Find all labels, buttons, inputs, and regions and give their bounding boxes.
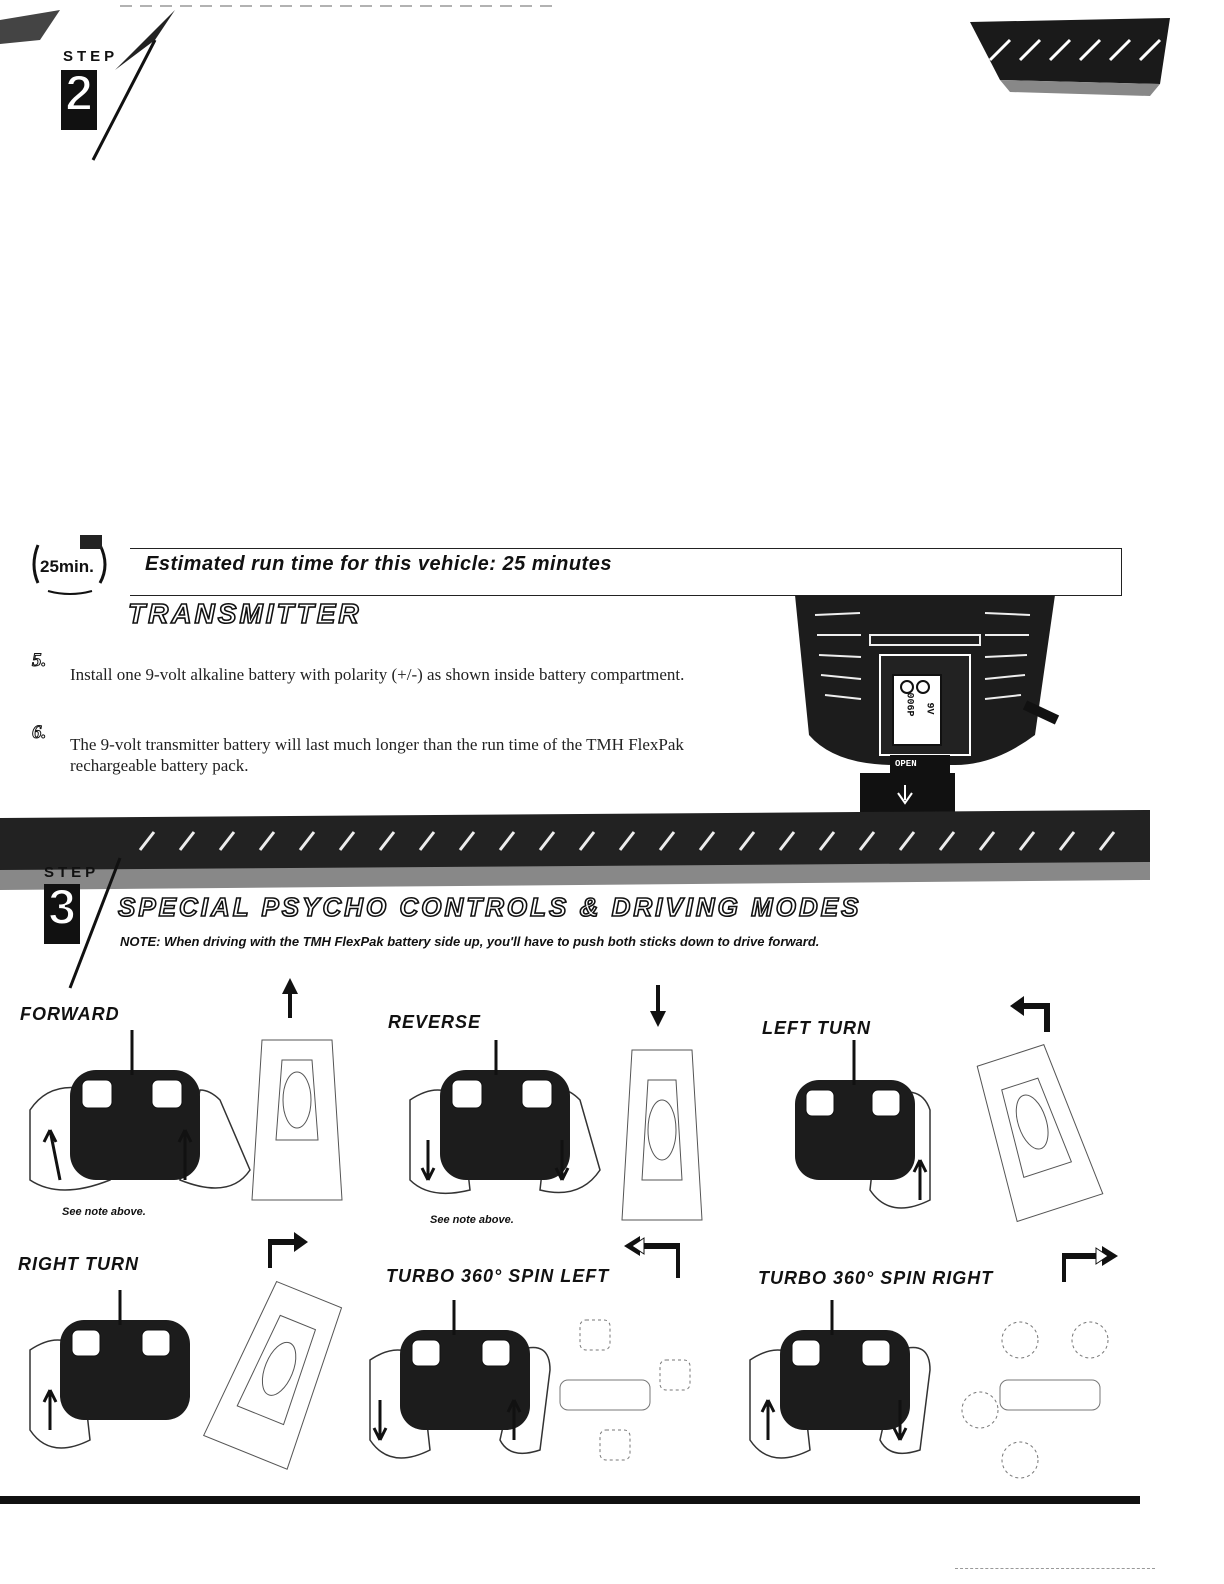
step3-marker <box>40 858 120 978</box>
item-6-number: 6. <box>32 722 47 743</box>
controller-hands-spin-left-icon <box>360 1300 720 1490</box>
reverse-caption: See note above. <box>430 1214 514 1226</box>
spin-left-arrow-icon <box>624 1234 684 1280</box>
controller-hands-right-turn-icon <box>20 1290 360 1480</box>
step2-number: 2 <box>61 70 97 130</box>
transmitter-battery-illustration <box>795 595 1065 815</box>
forward-caption: See note above. <box>62 1206 146 1218</box>
battery-label-006p: 006P <box>903 692 915 717</box>
battery-label-9v: 9V <box>923 702 935 715</box>
runtime-badge <box>28 535 112 593</box>
right-turn-arrow-icon <box>264 1230 308 1270</box>
step2-slash <box>55 40 175 170</box>
controller-hands-left-turn-icon <box>780 1040 1120 1230</box>
mode-reverse-label: REVERSE <box>388 1012 482 1032</box>
item-6-text: The 9-volt transmitter battery will last much longer than the run time of the TMH FlexPak rechargeable battery pack. <box>70 735 684 775</box>
bottom-rule <box>0 1496 1140 1504</box>
controls-note: NOTE: When driving with the TMH FlexPak battery side up, you'll have to push both sticks down to drive forward. <box>120 934 820 949</box>
mode-left-turn-label: LEFT TURN <box>762 1018 871 1038</box>
step3-label: STEP <box>44 864 100 881</box>
item-5-text: Install one 9-volt alkaline battery with polarity (+/-) as shown inside battery compartment. <box>70 665 685 684</box>
open-label: OPEN <box>895 759 917 769</box>
step3-stripe-decoration <box>0 810 1224 890</box>
left-turn-illustration <box>780 1040 1120 1230</box>
controls-title: SPECIAL PSYCHO CONTROLS & DRIVING MODES <box>118 892 862 922</box>
item-5-number: 5. <box>32 650 47 671</box>
controller-hands-reverse-icon <box>400 1040 720 1220</box>
spin-left-illustration <box>360 1300 720 1490</box>
step2-marker <box>55 40 135 160</box>
controller-hands-spin-right-icon <box>740 1300 1120 1490</box>
left-turn-arrow-icon <box>1010 994 1054 1034</box>
bottom-dashes <box>955 1568 1155 1569</box>
reverse-arrow-icon <box>648 985 668 1027</box>
reverse-illustration <box>400 1040 720 1220</box>
mode-forward-label: FORWARD <box>20 1004 120 1024</box>
mode-spin-left-label: TURBO 360° SPIN LEFT <box>386 1266 610 1286</box>
mode-right-turn-label: RIGHT TURN <box>18 1254 139 1274</box>
spin-right-illustration <box>740 1300 1120 1490</box>
step3-slash <box>40 858 140 988</box>
runtime-badge-text: 25min. <box>40 557 94 576</box>
top-stripe-decoration <box>0 0 1224 100</box>
mode-spin-right-label: TURBO 360° SPIN RIGHT <box>758 1268 994 1288</box>
step3-number: 3 <box>44 884 80 944</box>
forward-illustration <box>20 1030 360 1210</box>
step2-label: STEP <box>63 48 119 65</box>
transmitter-title: TRANSMITTER <box>128 598 362 629</box>
runtime-text: Estimated run time for this vehicle: 25 minutes <box>145 553 612 575</box>
forward-arrow-icon <box>280 978 300 1020</box>
right-turn-illustration <box>20 1290 360 1480</box>
controller-hands-forward-icon <box>20 1030 360 1210</box>
spin-right-arrow-icon <box>1058 1244 1118 1284</box>
